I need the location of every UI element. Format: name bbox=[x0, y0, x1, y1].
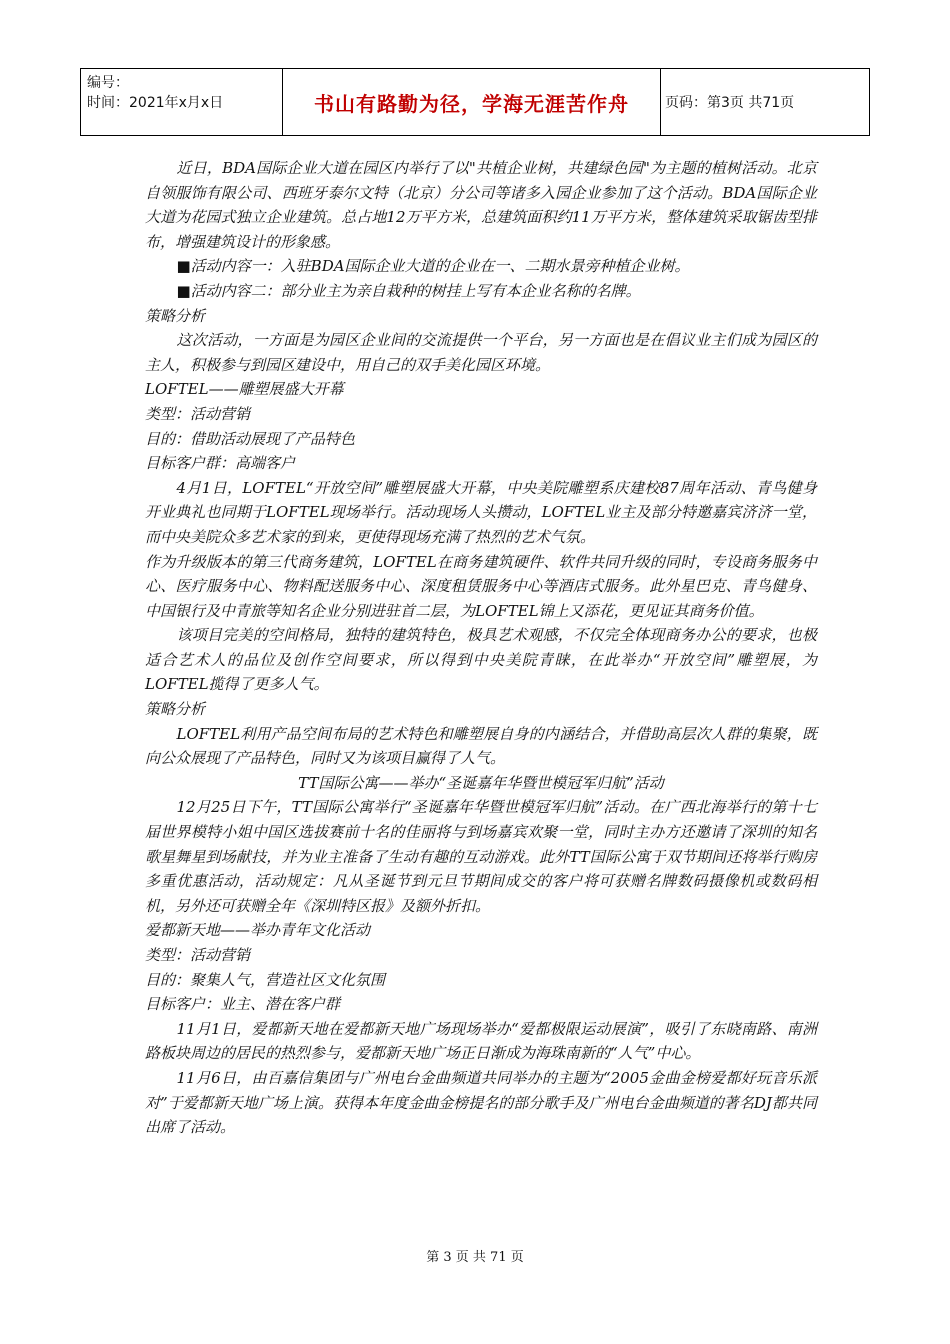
document-body bbox=[145, 156, 817, 1140]
paragraph: 目的：聚集人气，营造社区文化氛围 bbox=[145, 970, 386, 989]
paragraph: ■活动内容二：部分业主为亲自栽种的树挂上写有本企业名称的名牌。 bbox=[176, 281, 641, 300]
paragraph: 目标客户：业主、潜在客户群 bbox=[145, 995, 341, 1014]
paragraph: 类型：活动营销 bbox=[145, 404, 251, 423]
footer-page-number: 第 3 页 共 71 页 bbox=[426, 1250, 524, 1265]
header-table bbox=[80, 68, 870, 136]
paragraph: 类型：活动营销 bbox=[145, 946, 251, 964]
paragraph: 11月6日，由百嘉信集团与广州电台金曲频道共同举办的主题为“2005金曲金榜爱都好玩音乐派对”于爱都新天地广场上演。获得本年度金曲金榜提名的部分歌手及广州电台金曲频道的著名DJ都共同出席了活动。 bbox=[145, 1068, 817, 1137]
header-page-cell bbox=[661, 69, 869, 135]
paragraph: 策略分析 bbox=[145, 306, 206, 325]
paragraph: 11月1日，爱都新天地在爱都新天地广场现场举办“爱都极限运动展演”，吸引了东晓南路、南洲路板块周边的居民的热烈参与，爱都新天地广场正日渐成为海珠南新的“人气”中心。 bbox=[145, 1019, 817, 1063]
paragraph: LOFTEL——雕塑展盛大开幕 bbox=[145, 380, 344, 399]
serial-number-label: 编号： bbox=[87, 75, 129, 91]
paragraph: 目标客户群：高端客户 bbox=[145, 454, 296, 473]
paragraph: LOFTEL利用产品空间布局的艺术特色和雕塑展自身的内涵结合，并借助高层次人群的集聚，既向公众展现了产品特色，同时又为该项目赢得了人气。 bbox=[145, 724, 817, 768]
page-info-text: 页码：第3页 共71页 bbox=[665, 95, 795, 111]
paragraph: 这次活动，一方面是为园区企业间的交流提供一个平台，另一方面也是在倡议业主们成为园区的主人，积极参与到园区建设中，用自己的双手美化园区环境。 bbox=[145, 331, 817, 374]
paragraph: 该项目完美的空间格局，独特的建筑特色，极具艺术观感，不仅完全体现商务办公的要求，也极适合艺术人的品位及创作空间要求，所以得到中央美院青睐，在此举办“开放空间”雕塑展，为LOFTEL揽得了更多人气。 bbox=[145, 626, 817, 694]
paragraph: TT国际公寓——举办“圣诞嘉年华暨世模冠军归航”活动 bbox=[298, 773, 664, 792]
paragraph: 12月25日下午，TT国际公寓举行“圣诞嘉年华暨世模冠军归航”活动。在广西北海举行的第十七届世界模特小姐中国区选拔赛前十名的佳丽将与到场嘉宾欢聚一堂，同时主办方还邀请了深圳的知名歌星舞星到场献技，并为业主准备了生动有趣的互动游戏。此外TT国际公寓于双节期间还将举行购房多重优惠活动，活动规定：凡从圣诞节到元旦节期间成交的客户将可获赠名牌数码摄像机或数码相机，另外还可获赠全年《深圳特区报》及额外折扣。 bbox=[145, 798, 817, 915]
paragraph: 作为升级版本的第三代商务建筑，LOFTEL在商务建筑硬件、软件共同升级的同时，专设商务服务中心、医疗服务中心、物料配送服务中心、深度租赁服务中心等酒店式服务。此外星巴克、青鸟健身、中国银行及中青旅等知名企业分别进驻首二层，为LOFTEL锦上又添花，更见证其商务价值。 bbox=[145, 552, 817, 620]
page-footer bbox=[0, 1246, 950, 1265]
paragraph: 策略分析 bbox=[145, 700, 206, 719]
date-label: 时间：2021年x月x日 bbox=[87, 95, 224, 111]
paragraph: 近日，BDA国际企业大道在园区内举行了以"共植企业树，共建绿色园"为主题的植树活动。北京自领服饰有限公司、西班牙泰尔文特（北京）分公司等诸多入园企业参加了这个活动。BDA国际企业大道为花园式独立企业建筑。总占地12万平方米，总建筑面积约11万平方米，整体建筑采取锯齿型排布，增强建筑设计的形象感。 bbox=[145, 159, 817, 251]
paragraph: 爱都新天地——举办青年文化活动 bbox=[145, 921, 371, 940]
header-meta-cell bbox=[81, 69, 283, 135]
header-motto-cell bbox=[283, 69, 661, 135]
motto-text: 书山有路勤为径，学海无涯苦作舟 bbox=[314, 91, 629, 116]
paragraph: 4月1日，LOFTEL“开放空间”雕塑展盛大开幕，中央美院雕塑系庆建校87周年活动、青鸟健身开业典礼也同期于LOFTEL现场举行。活动现场人头攒动，LOFTEL业主及部分特邀嘉宾济济一堂，而中央美院众多艺术家的到来，更使得现场充满了热烈的艺术气氛。 bbox=[145, 478, 817, 546]
paragraph: 目的：借助活动展现了产品特色 bbox=[145, 429, 356, 448]
paragraph: ■活动内容一：入驻BDA国际企业大道的企业在一、二期水景旁种植企业树。 bbox=[176, 257, 690, 276]
